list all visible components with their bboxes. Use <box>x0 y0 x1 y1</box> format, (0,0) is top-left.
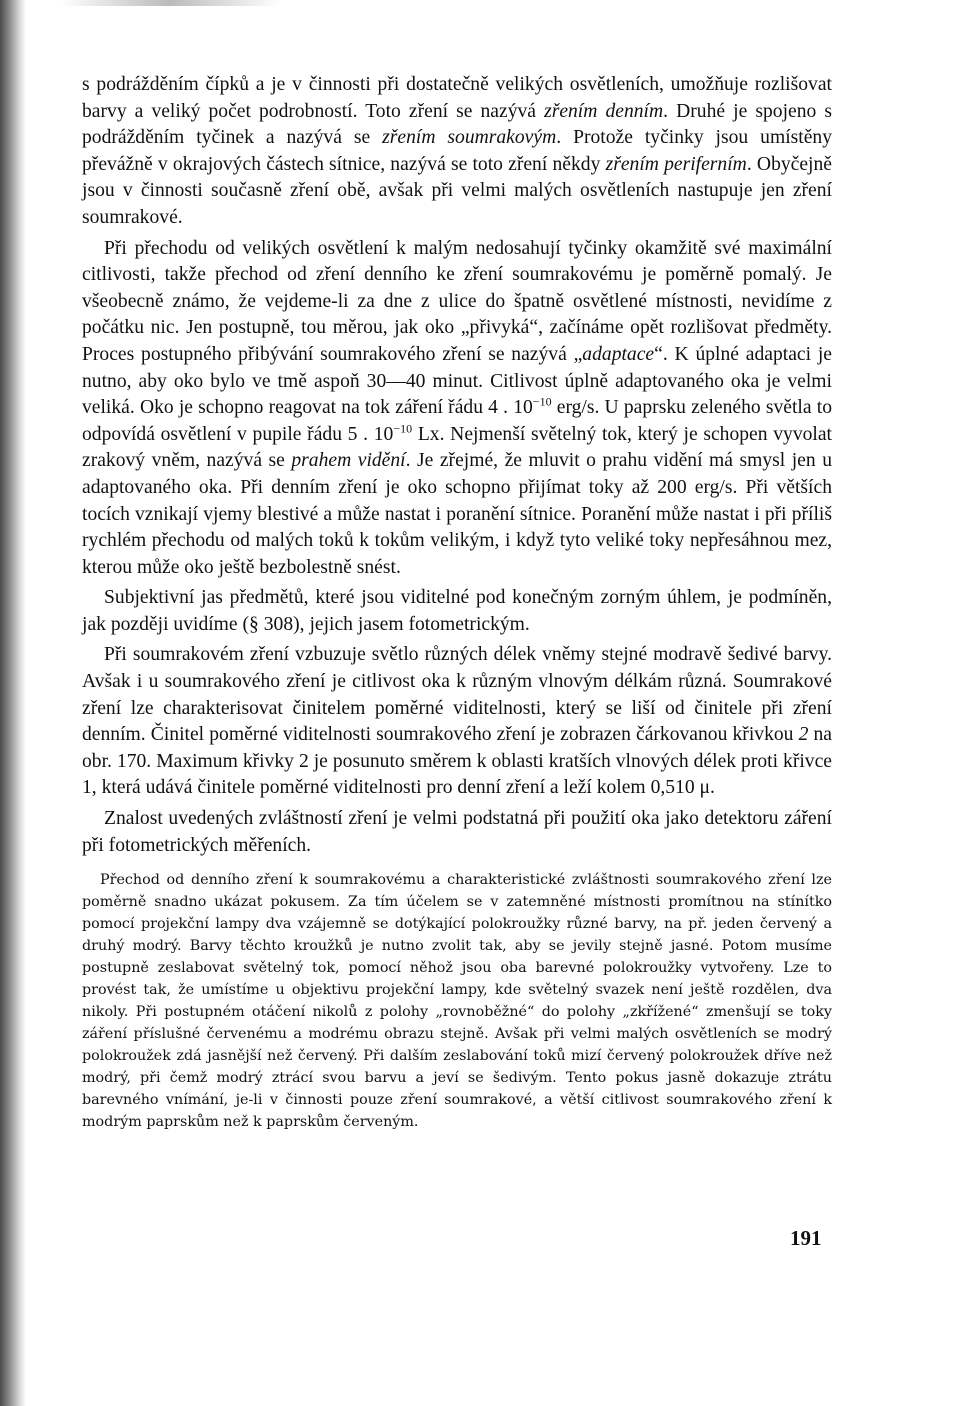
italic-term: zřením periferním <box>605 153 747 175</box>
text-run: na obr. 170. Maximum křivky 2 je posunuto směrem k oblasti kratších vlnových délek proti křivce 1, která udává činitele poměrné viditelnosti pro denní zření a leží kolem 0,510 μ. <box>82 724 832 799</box>
text-run: Subjektivní jas předmětů, které jsou viditelné pod konečným zorným úhlem, je podmíněn, jak později uvidíme (§ 308), jejich jasem fotometrickým. <box>82 587 832 635</box>
experiment-note: Přechod od denního zření k soumrakovému a charakteristické zvláštnosti soumrakového zření lze poměrně snadno ukázat pokusem. Za tím účelem se v zatemněné místnosti promítnou na stínítko pomocí projekční lampy dva vzájemně se dotýkající polokroužky různé barvy, na př. jeden červený a druhý modrý. Barvy těchto kroužků je nutno zvolit tak, aby se jevily stejně jasné. Potom musíme postupně zeslabovat světelný tok, pomocí něhož jsou oba barevné polokroužky vytvořeny. Lze to provést tak, že umístíme u objektivu projekční lampy, kde světelný svazek není ještě rozdělen, dva nikoly. Při postupném otáčení nikolů z polohy „rovnoběžné“ do polohy „zkřížené“ zmenšují se toky záření příslušné červenému a modrému obrazu stejně. Avšak při velmi malých osvětleních se modrý polokroužek zdá jasnější než červený. Při dalším zeslabování toků mizí červený polokroužek dříve než modrý, při čemž modrý ztrácí svou barvu a jeví se šedivým. Tento pokus jasně dokazuje ztrátu barevného vnímání, je-li v činnosti pouze zření soumrakové, a větší citlivost soumrakového zření k modrým paprskům než k paprskům červeným. <box>82 872 832 1131</box>
italic-term: zřením denním <box>544 100 664 122</box>
body-text <box>82 72 832 859</box>
top-edge-mark <box>60 0 280 6</box>
binding-shadow <box>0 0 26 1406</box>
page-content <box>82 72 832 1133</box>
text-run: . Je zřejmé, že mluvit o prahu vidění má smysl jen u adaptovaného oka. Při denním zření je oko schopno přijímat toky až 200 erg/s. Při větších tocích vznikají vjemy blestivé a může nastat i poranění sítnice. Poranění může nastat i při příliš rychlém přechodu od malých toků k tokům velikým, i když tyto veliké toky nepřesáhnou mez, kterou může oko ještě bezbolestně snést. <box>82 450 832 578</box>
italic-term: 2 <box>798 724 809 746</box>
text-run: “. K úplné adaptaci je nutno, aby oko bylo ve tmě aspoň 30—40 minut. Citlivost úplně adaptovaného oka je velmi veliká. Oko je schopno reagovat na tok záření řádu 4 . 10 <box>82 343 833 419</box>
text-run: erg/s. U paprsku zeleného světla to odpovídá osvětlení v pupile řádu 5 . 10 <box>82 397 832 445</box>
text-run: Při přechodu od velikých osvětlení k malým nedosahují tyčinky okamžitě své maximální citlivosti, takže přechod od zření denního ke zření soumrakovému je poměrně pomalý. Je všeobecně známo, že vejdeme-li za dne z ulice do špatně osvětlené místnosti, nevidíme z počátku nic. Jen postupně, tou měrou, jak oko „přivyká“, začínáme opět rozlišovat předměty. Proces postupného přibývání soumrakového zření se nazývá „ <box>82 237 832 365</box>
page-number: 191 <box>790 1226 822 1250</box>
exponent: −10 <box>393 421 413 436</box>
paragraph <box>82 642 832 802</box>
paragraph <box>82 236 832 582</box>
paragraph <box>82 806 832 859</box>
exponent: −10 <box>532 394 552 409</box>
text-run: . Obyčejně jsou v činnosti současně zření obě, avšak při velmi malých osvětleních nastupuje jen zření soumrakové. <box>82 153 832 228</box>
text-run: Znalost uvedených zvláštností zření je velmi podstatná při použití oka jako detektoru záření při fotometrických měřeních. <box>82 808 832 856</box>
paragraph <box>82 72 832 232</box>
text-run: . Protože tyčinky jsou umístěny převážně v okrajových částech sítnice, nazývá se toto zření někdy <box>82 127 832 175</box>
italic-term: adaptace <box>582 343 655 365</box>
italic-term: prahem vidění <box>291 450 406 472</box>
text-run: Při soumrakovém zření vzbuzuje světlo různých délek vněmy stejné modravě šedivé barvy. Avšak i u soumrakového zření je citlivost oka k různým vlnovým délkám různá. Soumrakové zření lze charakterisovat činitelem poměrné viditelnosti, který se liší od činitele při zření denním. Činitel poměrné viditelnosti soumrakového zření je zobrazen čárkovanou křivkou <box>82 644 832 746</box>
italic-term: zřením soumrakovým <box>382 127 557 149</box>
text-run: s podrážděním čípků a je v činnosti při dostatečně velikých osvětleních, umožňuje rozlišovat barvy a veliký počet podrobností. Toto zření se nazývá <box>82 74 832 122</box>
text-run: Lx. Nejmenší světelný tok, který je schopen vyvolat zrakový vněm, nazývá se <box>82 423 833 472</box>
text-run: . Druhé je spojeno s podrážděním tyčinek a nazývá se <box>82 100 832 149</box>
paragraph <box>82 585 832 638</box>
